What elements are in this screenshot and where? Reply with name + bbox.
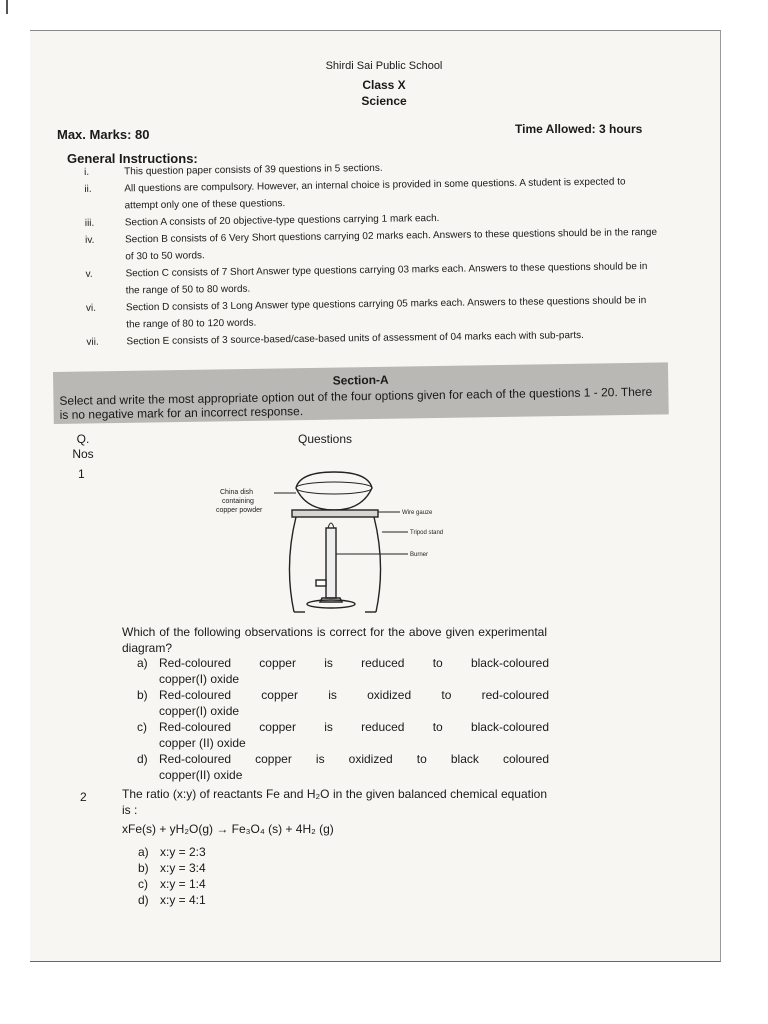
instruction-item: iii. Section A consists of 20 objective-type questions carrying 1 mark each.: [84, 212, 440, 229]
label-wire-gauze: Wire gauze: [402, 510, 433, 516]
questions-header: Questions: [298, 432, 353, 446]
option: b) x:y = 3:4: [138, 861, 206, 875]
question-text: The ratio (x:y) of reactants Fe and H₂O in the given balanced chemical equation is :: [122, 787, 547, 817]
scan-mark: [6, 0, 8, 14]
label-china-dish: China dish: [220, 489, 254, 496]
question-number: 1: [78, 467, 85, 481]
instruction-item: v. Section C consists of 7 Short Answer type questions carrying 03 marks each. Answers to these questions should be in the range of 50 to 80 words.: [85, 261, 648, 297]
label-containing: containing: [222, 498, 254, 505]
instruction-item: i. This question paper consists of 39 questions in 5 sections.: [84, 162, 383, 178]
chemical-equation: xFe(s) + yH₂O(g) → Fe₃O₄ (s) + 4H₂ (g): [122, 822, 334, 836]
wire-gauze: [292, 510, 378, 517]
section-a-banner: [53, 362, 669, 424]
option: a) Red-coloured copper is reduced to black-coloured copper(I) oxide: [137, 656, 549, 686]
burner: [326, 528, 336, 598]
section-title: Section-A: [332, 372, 389, 388]
section-instruction: Select and write the most appropriate option out of the four options given for each of the questions 1 - 20. There is no negative mark for an incorrect response.: [59, 384, 653, 422]
instructions-title: General Instructions:: [67, 151, 198, 166]
question-text: Which of the following observations is correct for the above given experimental diagram?: [122, 625, 547, 655]
instruction-item: vi. Section D consists of 3 Long Answer type questions carrying 05 marks each. Answers to these questions should be in the range of 80 to 120 words.: [85, 295, 647, 331]
option: d) Red-coloured copper is oxidized to black coloured copper(II) oxide: [137, 752, 549, 782]
china-dish: [296, 472, 372, 510]
class-title: Class X: [362, 78, 406, 92]
label-burner: Burner: [410, 552, 429, 558]
options-list: [138, 844, 206, 908]
time-allowed: Time Allowed: 3 hours: [515, 122, 643, 136]
option: c) Red-coloured copper is reduced to black-coloured copper (II) oxide: [137, 720, 549, 750]
instruction-item: vii. Section E consists of 3 source-based/case-based units of assessment of 04 marks each with sub-parts.: [86, 329, 584, 348]
instruction-item: iv. Section B consists of 6 Very Short questions carrying 02 marks each. Answers to these questions should be in the range of 30 to 50 words.: [84, 226, 658, 263]
label-copper-powder: copper powder: [216, 507, 263, 514]
subject-title: Science: [361, 94, 407, 108]
label-tripod-stand: Tripod stand: [410, 530, 444, 536]
experiment-diagram: [210, 470, 460, 620]
instruction-item: ii. All questions are compulsory. However, an internal choice is provided in some questions. A student is expected to attempt only one of these questions.: [84, 176, 626, 212]
option: c) x:y = 1:4: [138, 877, 206, 891]
instructions-list: [80, 156, 663, 351]
max-marks: Max. Marks: 80: [57, 127, 150, 142]
question-number: 2: [80, 790, 87, 804]
options-list: [137, 655, 549, 783]
option: b) Red-coloured copper is oxidized to red-coloured copper(I) oxide: [137, 688, 549, 718]
option: a) x:y = 2:3: [138, 845, 206, 859]
school-name: Shirdi Sai Public School: [325, 60, 443, 72]
option: d) x:y = 4:1: [138, 893, 206, 907]
qnos-header: Q. Nos: [72, 432, 94, 461]
